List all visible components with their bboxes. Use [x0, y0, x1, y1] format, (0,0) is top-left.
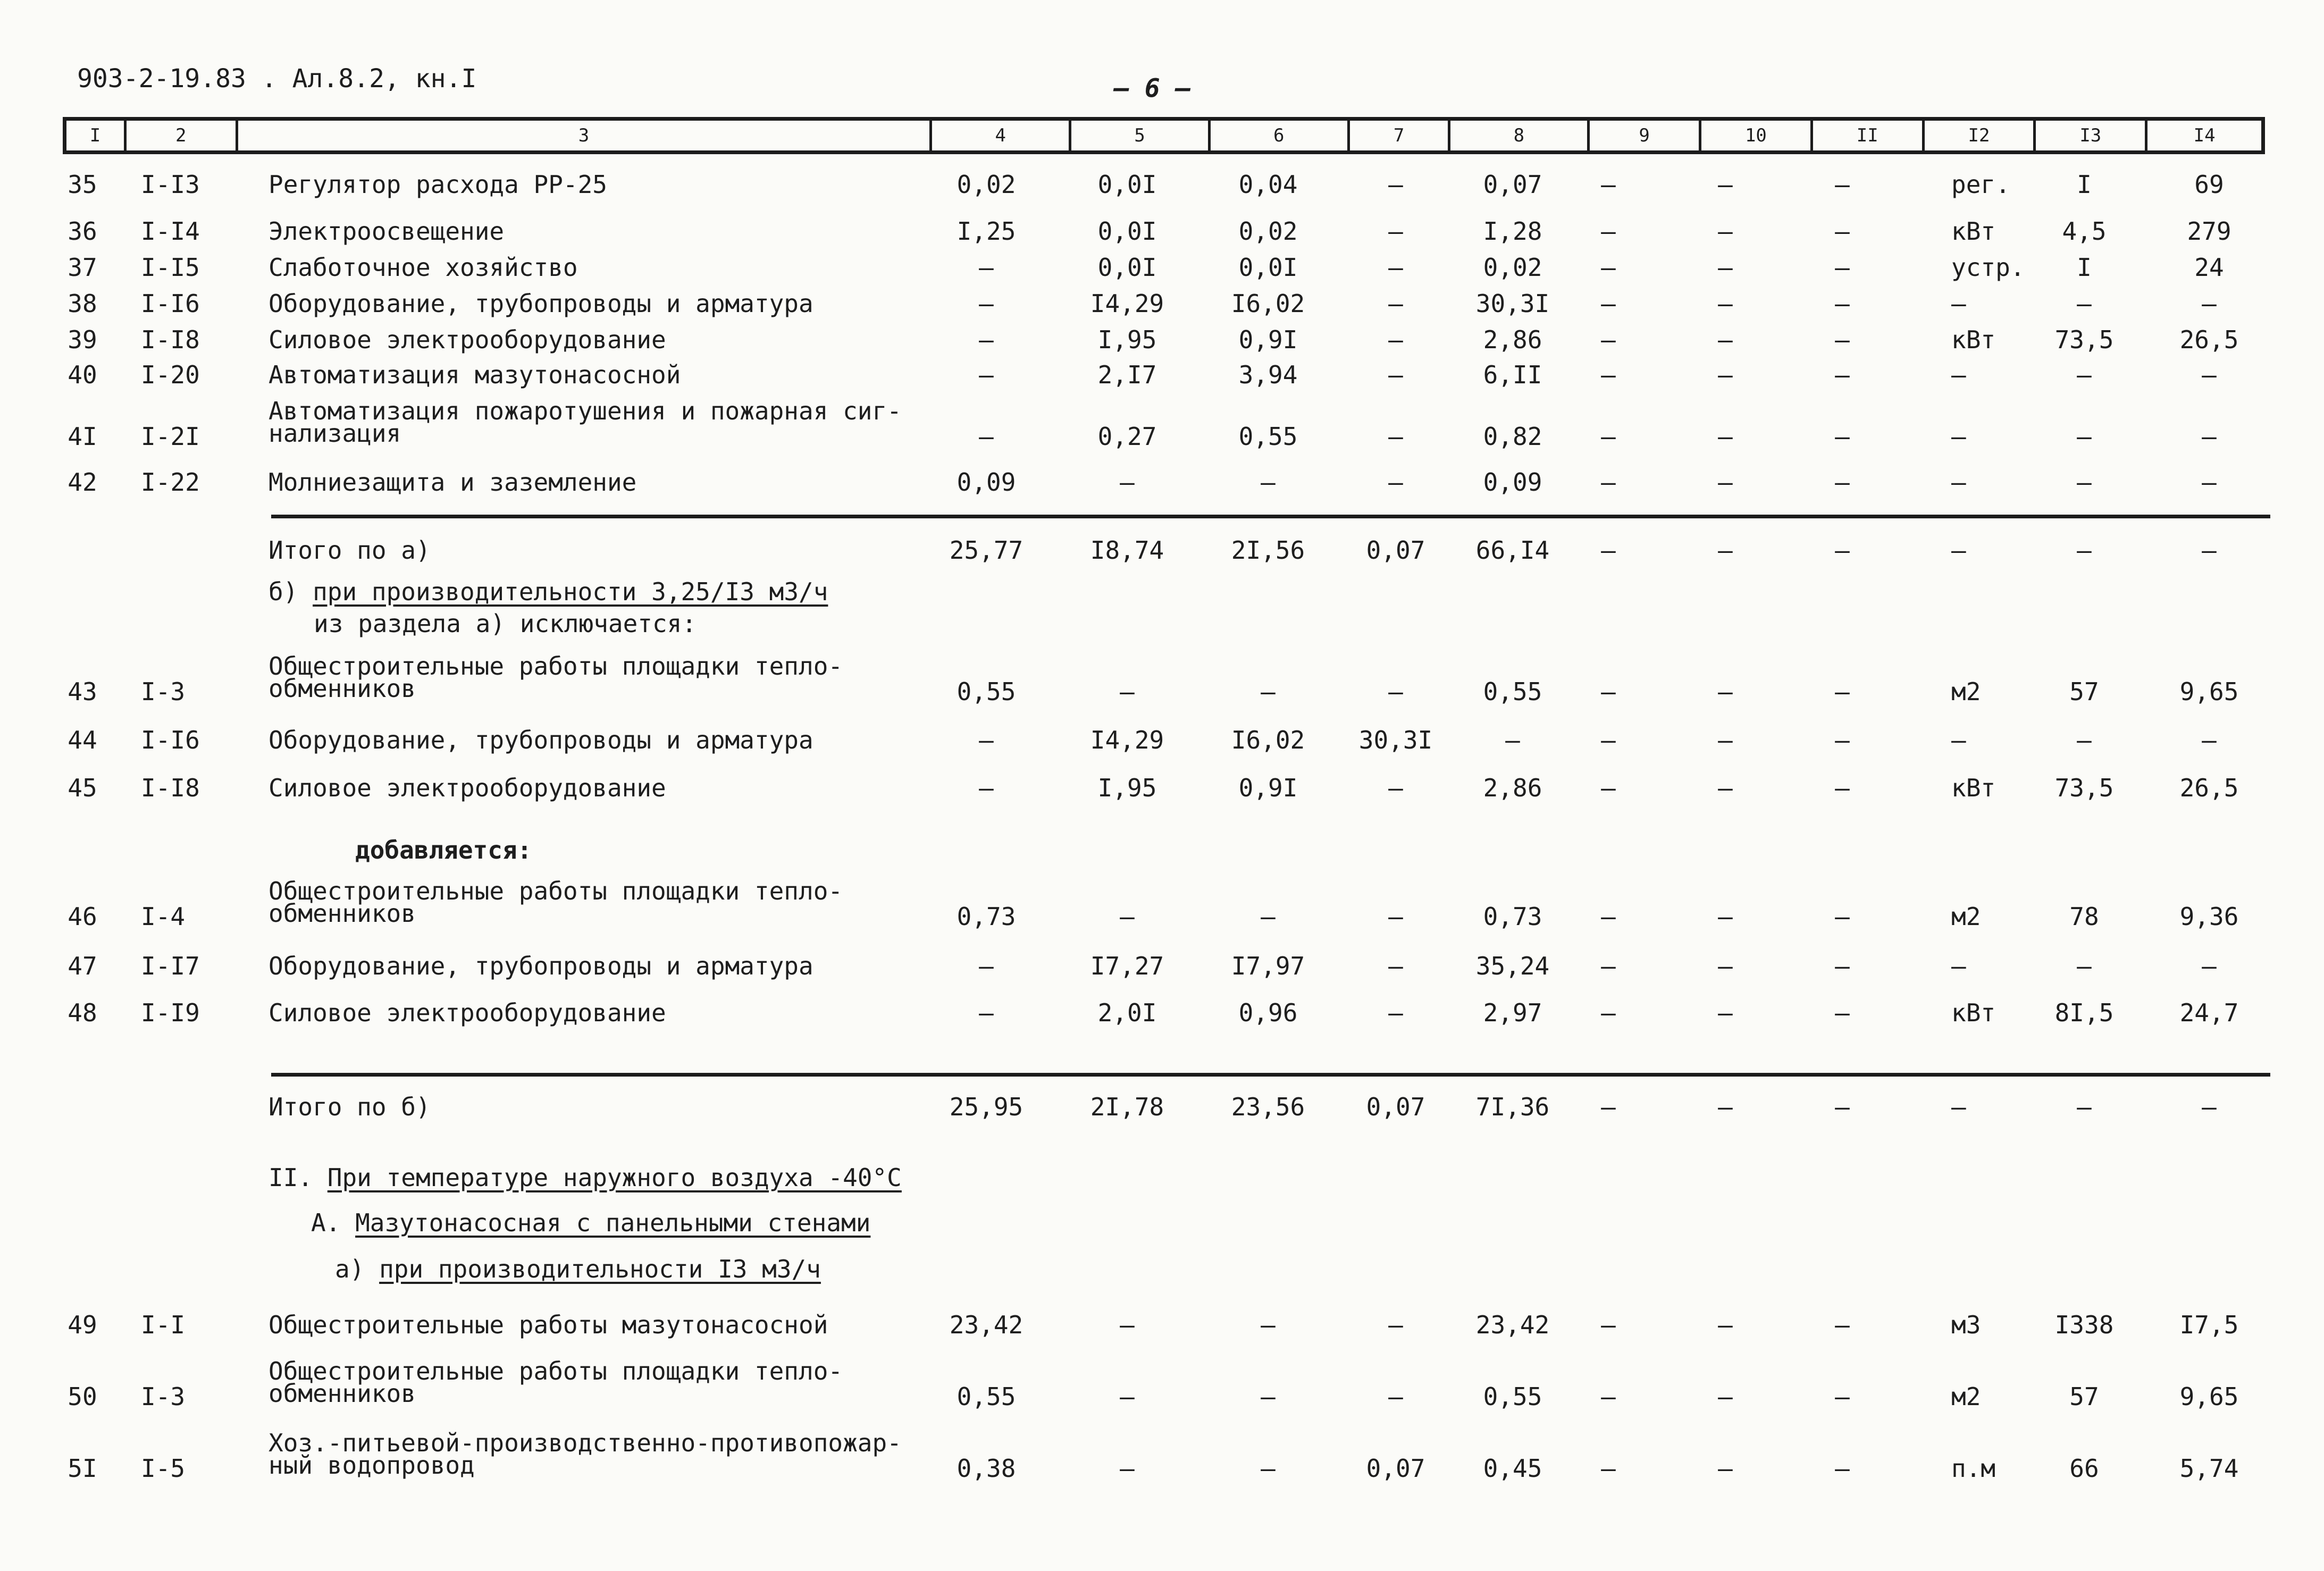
row-code: I-I3: [141, 170, 200, 199]
row-number: 37: [68, 253, 97, 282]
cell-col4: 0,02: [957, 170, 1016, 199]
row-number: 35: [68, 170, 97, 199]
cell-unit: кВт: [1951, 325, 1996, 354]
cell-col11: –: [1835, 360, 1850, 389]
cell-col9: –: [1601, 726, 1616, 754]
cell-unit: –: [1951, 1093, 1966, 1121]
row-number: 36: [68, 217, 97, 246]
cell-col10: –: [1718, 253, 1733, 282]
row-name: Силовое электрооборудование: [269, 774, 666, 802]
cell-col14: –: [2202, 360, 2217, 389]
cell-col7: 0,07: [1366, 1093, 1425, 1121]
cell-col9: –: [1601, 468, 1616, 497]
column-header: I2: [1925, 121, 2036, 150]
document-code: 903-2-19.83 . Ал.8.2, кн.I: [77, 64, 477, 94]
cell-col14: 9,65: [2179, 677, 2239, 706]
cell-qty: 8I,5: [2054, 998, 2114, 1027]
cell-col4: –: [979, 360, 994, 389]
cell-col6: 0,0I: [1238, 253, 1298, 282]
cell-qty: 57: [2069, 1382, 2099, 1411]
row-code: I-5: [141, 1454, 186, 1483]
cell-col11: –: [1835, 902, 1850, 931]
row-code: I-I6: [141, 726, 200, 754]
cell-col9: –: [1601, 1093, 1616, 1121]
cell-col6: 23,56: [1231, 1093, 1305, 1121]
cell-col10: –: [1718, 998, 1733, 1027]
cell-qty: 66: [2069, 1454, 2099, 1483]
cell-unit: кВт: [1951, 774, 1996, 802]
cell-col6: –: [1261, 1454, 1276, 1483]
cell-col5: –: [1120, 1382, 1135, 1411]
cell-col5: I,95: [1097, 774, 1157, 802]
row-name: Электроосвещение: [269, 217, 505, 246]
cell-col11: –: [1835, 1382, 1850, 1411]
cell-col7: –: [1388, 468, 1403, 497]
cell-unit: –: [1951, 289, 1966, 318]
cell-col11: –: [1835, 1454, 1850, 1483]
cell-unit: –: [1951, 422, 1966, 451]
cell-unit: кВт: [1951, 217, 1996, 246]
cell-col10: –: [1718, 902, 1733, 931]
cell-unit: м2: [1951, 1382, 1981, 1411]
row-name: Силовое электрооборудование: [269, 325, 666, 354]
cell-col14: 24,7: [2179, 998, 2239, 1027]
total-label: Итого по а): [269, 536, 431, 565]
cell-unit: –: [1951, 360, 1966, 389]
cell-col7: 0,07: [1366, 1454, 1425, 1483]
cell-col7: –: [1388, 422, 1403, 451]
cell-col7: –: [1388, 1382, 1403, 1411]
cell-col14: –: [2202, 468, 2217, 497]
row-number: 39: [68, 325, 97, 354]
cell-col4: –: [979, 289, 994, 318]
cell-col8: 0,73: [1483, 902, 1542, 931]
cell-col7: 0,07: [1366, 536, 1425, 565]
row-name: Оборудование, трубопроводы и арматура: [269, 289, 813, 318]
row-code: I-22: [141, 468, 200, 497]
section-b-heading: б) при производительности 3,25/I3 м3/ч: [269, 577, 828, 606]
cell-col8: 66,I4: [1475, 536, 1550, 565]
column-header: 9: [1590, 121, 1701, 150]
cell-col5: 2,I7: [1097, 360, 1157, 389]
cell-col8: 0,55: [1483, 1382, 1542, 1411]
cell-col7: –: [1388, 170, 1403, 199]
cell-col5: I4,29: [1090, 289, 1164, 318]
cell-col6: –: [1261, 468, 1276, 497]
cell-unit: рег.: [1951, 170, 2010, 199]
cell-col9: –: [1601, 422, 1616, 451]
row-name: Оборудование, трубопроводы и арматура: [269, 952, 813, 980]
cell-col6: –: [1261, 1310, 1276, 1339]
cell-col9: –: [1601, 360, 1616, 389]
total-rule-a: [271, 515, 2270, 518]
cell-qty: –: [2077, 536, 2092, 565]
cell-col14: 24: [2194, 253, 2224, 282]
column-header: 2: [127, 121, 238, 150]
cell-col14: –: [2202, 536, 2217, 565]
cell-col14: –: [2202, 1093, 2217, 1121]
row-number: 44: [68, 726, 97, 754]
cell-col5: –: [1120, 1454, 1135, 1483]
cell-col5: I8,74: [1090, 536, 1164, 565]
row-number: 50: [68, 1382, 97, 1411]
row-name: Автоматизация пожаротушения и пожарная сиг- нализация: [269, 397, 902, 448]
cell-qty: –: [2077, 468, 2092, 497]
cell-col5: 0,0I: [1097, 217, 1157, 246]
row-name: Слаботочное хозяйство: [269, 253, 578, 282]
row-number: 43: [68, 677, 97, 706]
cell-col6: I7,97: [1231, 952, 1305, 980]
cell-col7: –: [1388, 902, 1403, 931]
cell-col14: –: [2202, 952, 2217, 980]
cell-col14: –: [2202, 422, 2217, 451]
cell-col10: –: [1718, 1093, 1733, 1121]
row-number: 45: [68, 774, 97, 802]
cell-col7: –: [1388, 774, 1403, 802]
cell-col10: –: [1718, 1310, 1733, 1339]
cell-col10: –: [1718, 726, 1733, 754]
cell-col10: –: [1718, 677, 1733, 706]
cell-qty: –: [2077, 422, 2092, 451]
cell-col5: –: [1120, 468, 1135, 497]
cell-col6: 3,94: [1238, 360, 1298, 389]
cell-col10: –: [1718, 536, 1733, 565]
cell-unit: м2: [1951, 902, 1981, 931]
cell-col11: –: [1835, 253, 1850, 282]
cell-col9: –: [1601, 253, 1616, 282]
cell-col10: –: [1718, 325, 1733, 354]
cell-col4: I,25: [957, 217, 1016, 246]
row-code: I-3: [141, 677, 186, 706]
cell-col5: –: [1120, 677, 1135, 706]
row-number: 46: [68, 902, 97, 931]
cell-col7: –: [1388, 289, 1403, 318]
cell-qty: –: [2077, 952, 2092, 980]
cell-qty: –: [2077, 360, 2092, 389]
cell-col7: –: [1388, 952, 1403, 980]
cell-col7: –: [1388, 677, 1403, 706]
cell-unit: –: [1951, 536, 1966, 565]
column-header: 8: [1450, 121, 1590, 150]
cell-col4: 0,09: [957, 468, 1016, 497]
cell-col8: 35,24: [1475, 952, 1550, 980]
cell-qty: I: [2077, 253, 2092, 282]
cell-qty: 4,5: [2062, 217, 2107, 246]
column-header: 5: [1071, 121, 1211, 150]
cell-col6: –: [1261, 677, 1276, 706]
column-header: 6: [1211, 121, 1350, 150]
cell-col9: –: [1601, 289, 1616, 318]
cell-col8: 30,3I: [1475, 289, 1550, 318]
cell-col6: 0,55: [1238, 422, 1298, 451]
cell-col9: –: [1601, 902, 1616, 931]
cell-col8: 0,82: [1483, 422, 1542, 451]
cell-qty: 73,5: [2054, 325, 2114, 354]
cell-col5: 0,27: [1097, 422, 1157, 451]
row-code: I-3: [141, 1382, 186, 1411]
cell-col14: 69: [2194, 170, 2224, 199]
cell-col5: 0,0I: [1097, 170, 1157, 199]
cell-col8: 2,86: [1483, 774, 1542, 802]
cell-unit: м3: [1951, 1310, 1981, 1339]
cell-col9: –: [1601, 1454, 1616, 1483]
cell-col9: –: [1601, 1382, 1616, 1411]
cell-col8: 23,42: [1475, 1310, 1550, 1339]
cell-col8: 0,09: [1483, 468, 1542, 497]
cell-col8: 0,45: [1483, 1454, 1542, 1483]
cell-col14: –: [2202, 289, 2217, 318]
row-name: Оборудование, трубопроводы и арматура: [269, 726, 813, 754]
cell-col9: –: [1601, 325, 1616, 354]
cell-col10: –: [1718, 217, 1733, 246]
cell-qty: I: [2077, 170, 2092, 199]
cell-qty: 57: [2069, 677, 2099, 706]
cell-col11: –: [1835, 468, 1850, 497]
row-number: 4I: [68, 422, 97, 451]
cell-unit: м2: [1951, 677, 1981, 706]
cell-col4: 23,42: [949, 1310, 1023, 1339]
cell-col5: –: [1120, 1310, 1135, 1339]
cell-col11: –: [1835, 170, 1850, 199]
cell-col11: –: [1835, 726, 1850, 754]
cell-col9: –: [1601, 170, 1616, 199]
section-II-heading: II. При температуре наружного воздуха -40°С: [269, 1163, 902, 1192]
cell-col4: 25,77: [949, 536, 1023, 565]
row-name: Общестроительные работы мазутонасосной: [269, 1310, 828, 1339]
column-header: 3: [238, 121, 933, 150]
cell-col7: –: [1388, 360, 1403, 389]
cell-col7: –: [1388, 325, 1403, 354]
cell-col4: 25,95: [949, 1093, 1023, 1121]
cell-col4: –: [979, 253, 994, 282]
cell-col6: 2I,56: [1231, 536, 1305, 565]
cell-col14: 9,36: [2179, 902, 2239, 931]
cell-col4: –: [979, 422, 994, 451]
column-header: 7: [1350, 121, 1451, 150]
cell-col9: –: [1601, 774, 1616, 802]
column-header: I: [66, 121, 127, 150]
row-name: Автоматизация мазутонасосной: [269, 360, 681, 389]
cell-col14: 26,5: [2179, 325, 2239, 354]
cell-col10: –: [1718, 952, 1733, 980]
cell-col8: 0,55: [1483, 677, 1542, 706]
cell-col10: –: [1718, 360, 1733, 389]
total-rule-b: [271, 1073, 2270, 1077]
row-number: 5I: [68, 1454, 97, 1483]
cell-col7: –: [1388, 253, 1403, 282]
row-code: I-I5: [141, 253, 200, 282]
cell-col6: I6,02: [1231, 726, 1305, 754]
cell-qty: I338: [2054, 1310, 2114, 1339]
cell-col11: –: [1835, 952, 1850, 980]
cell-col8: –: [1505, 726, 1520, 754]
cell-unit: –: [1951, 952, 1966, 980]
cell-col8: 2,97: [1483, 998, 1542, 1027]
row-name: Общестроительные работы площадки тепло- обменников: [269, 1357, 843, 1408]
row-code: I-I8: [141, 325, 200, 354]
cell-unit: п.м: [1951, 1454, 1996, 1483]
cell-col4: –: [979, 952, 994, 980]
cell-col9: –: [1601, 536, 1616, 565]
row-name: Молниезащита и заземление: [269, 468, 637, 497]
cell-col5: I4,29: [1090, 726, 1164, 754]
cell-col8: I,28: [1483, 217, 1542, 246]
cell-col11: –: [1835, 774, 1850, 802]
cell-col6: 0,04: [1238, 170, 1298, 199]
cell-col4: –: [979, 998, 994, 1027]
cell-col8: 6,II: [1483, 360, 1542, 389]
cell-col6: 0,96: [1238, 998, 1298, 1027]
cell-col10: –: [1718, 774, 1733, 802]
cell-col7: 30,3I: [1358, 726, 1433, 754]
cell-col14: I7,5: [2179, 1310, 2239, 1339]
column-header: II: [1813, 121, 1925, 150]
row-code: I-4: [141, 902, 186, 931]
cell-col11: –: [1835, 289, 1850, 318]
cell-qty: –: [2077, 1093, 2092, 1121]
cell-col5: 2,0I: [1097, 998, 1157, 1027]
cell-col6: –: [1261, 1382, 1276, 1411]
cell-col10: –: [1718, 468, 1733, 497]
cell-col10: –: [1718, 1454, 1733, 1483]
cell-qty: –: [2077, 726, 2092, 754]
page-number: — 6 —: [1114, 73, 1191, 103]
cell-col5: I,95: [1097, 325, 1157, 354]
cell-col11: –: [1835, 998, 1850, 1027]
cell-col11: –: [1835, 677, 1850, 706]
row-code: I-I7: [141, 952, 200, 980]
cell-col9: –: [1601, 217, 1616, 246]
section-a-heading: а) при производительности I3 м3/ч: [335, 1255, 821, 1283]
cell-col4: 0,55: [957, 677, 1016, 706]
cell-col10: –: [1718, 170, 1733, 199]
cell-col8: 2,86: [1483, 325, 1542, 354]
row-code: I-I6: [141, 289, 200, 318]
section-b-excluded-label: из раздела а) исключается:: [314, 609, 697, 638]
cell-unit: устр.: [1951, 253, 2025, 282]
column-header-row: [63, 117, 2265, 154]
section-A-heading: А. Мазутонасосная с панельными стенами: [311, 1208, 871, 1237]
row-number: 40: [68, 360, 97, 389]
row-number: 47: [68, 952, 97, 980]
cell-col4: –: [979, 325, 994, 354]
row-code: I-20: [141, 360, 200, 389]
cell-unit: –: [1951, 726, 1966, 754]
column-header: 10: [1701, 121, 1813, 150]
row-code: I-2I: [141, 422, 200, 451]
cell-col5: –: [1120, 902, 1135, 931]
row-name: Хоз.-питьевой-производственно-противопожар- ный водопровод: [269, 1429, 902, 1480]
total-label: Итого по б): [269, 1093, 431, 1121]
cell-col11: –: [1835, 422, 1850, 451]
cell-col8: 0,02: [1483, 253, 1542, 282]
cell-col6: 0,9I: [1238, 325, 1298, 354]
cell-col11: –: [1835, 217, 1850, 246]
row-number: 48: [68, 998, 97, 1027]
row-name: Регулятор расхода РР-25: [269, 170, 607, 199]
cell-col11: –: [1835, 325, 1850, 354]
cell-col6: I6,02: [1231, 289, 1305, 318]
row-code: I-I9: [141, 998, 200, 1027]
cell-col6: 0,9I: [1238, 774, 1298, 802]
cell-col10: –: [1718, 1382, 1733, 1411]
cell-col14: –: [2202, 726, 2217, 754]
cell-col10: –: [1718, 289, 1733, 318]
cell-col8: 7I,36: [1475, 1093, 1550, 1121]
cell-col7: –: [1388, 217, 1403, 246]
cell-col8: 0,07: [1483, 170, 1542, 199]
cell-col4: 0,38: [957, 1454, 1016, 1483]
cell-col9: –: [1601, 677, 1616, 706]
cell-col11: –: [1835, 1310, 1850, 1339]
cell-col14: 5,74: [2179, 1454, 2239, 1483]
row-code: I-I: [141, 1310, 186, 1339]
cell-col9: –: [1601, 1310, 1616, 1339]
cell-col4: –: [979, 774, 994, 802]
column-header: 4: [932, 121, 1071, 150]
cell-col7: –: [1388, 1310, 1403, 1339]
cell-col14: 9,65: [2179, 1382, 2239, 1411]
cell-col11: –: [1835, 536, 1850, 565]
cell-col6: –: [1261, 902, 1276, 931]
row-number: 42: [68, 468, 97, 497]
column-header: I4: [2193, 125, 2216, 146]
cell-col9: –: [1601, 952, 1616, 980]
row-code: I-I4: [141, 217, 200, 246]
row-number: 49: [68, 1310, 97, 1339]
cell-col4: 0,73: [957, 902, 1016, 931]
cell-qty: –: [2077, 289, 2092, 318]
cell-col10: –: [1718, 422, 1733, 451]
cell-col4: –: [979, 726, 994, 754]
row-code: I-I8: [141, 774, 200, 802]
cell-col6: 0,02: [1238, 217, 1298, 246]
cell-qty: 73,5: [2054, 774, 2114, 802]
cell-col14: 279: [2187, 217, 2231, 246]
cell-unit: кВт: [1951, 998, 1996, 1027]
cell-col4: 0,55: [957, 1382, 1016, 1411]
cell-col7: –: [1388, 998, 1403, 1027]
section-b-added-label: добавляется:: [355, 836, 532, 864]
cell-col5: 0,0I: [1097, 253, 1157, 282]
row-name: Общестроительные работы площадки тепло- обменников: [269, 877, 843, 928]
cell-col5: 2I,78: [1090, 1093, 1164, 1121]
cell-col11: –: [1835, 1093, 1850, 1121]
cell-col5: I7,27: [1090, 952, 1164, 980]
cell-unit: –: [1951, 468, 1966, 497]
cell-col9: –: [1601, 998, 1616, 1027]
row-name: Силовое электрооборудование: [269, 998, 666, 1027]
column-header: I3: [2036, 121, 2147, 150]
cell-qty: 78: [2069, 902, 2099, 931]
cell-col14: 26,5: [2179, 774, 2239, 802]
row-name: Общестроительные работы площадки тепло- обменников: [269, 652, 843, 703]
row-number: 38: [68, 289, 97, 318]
